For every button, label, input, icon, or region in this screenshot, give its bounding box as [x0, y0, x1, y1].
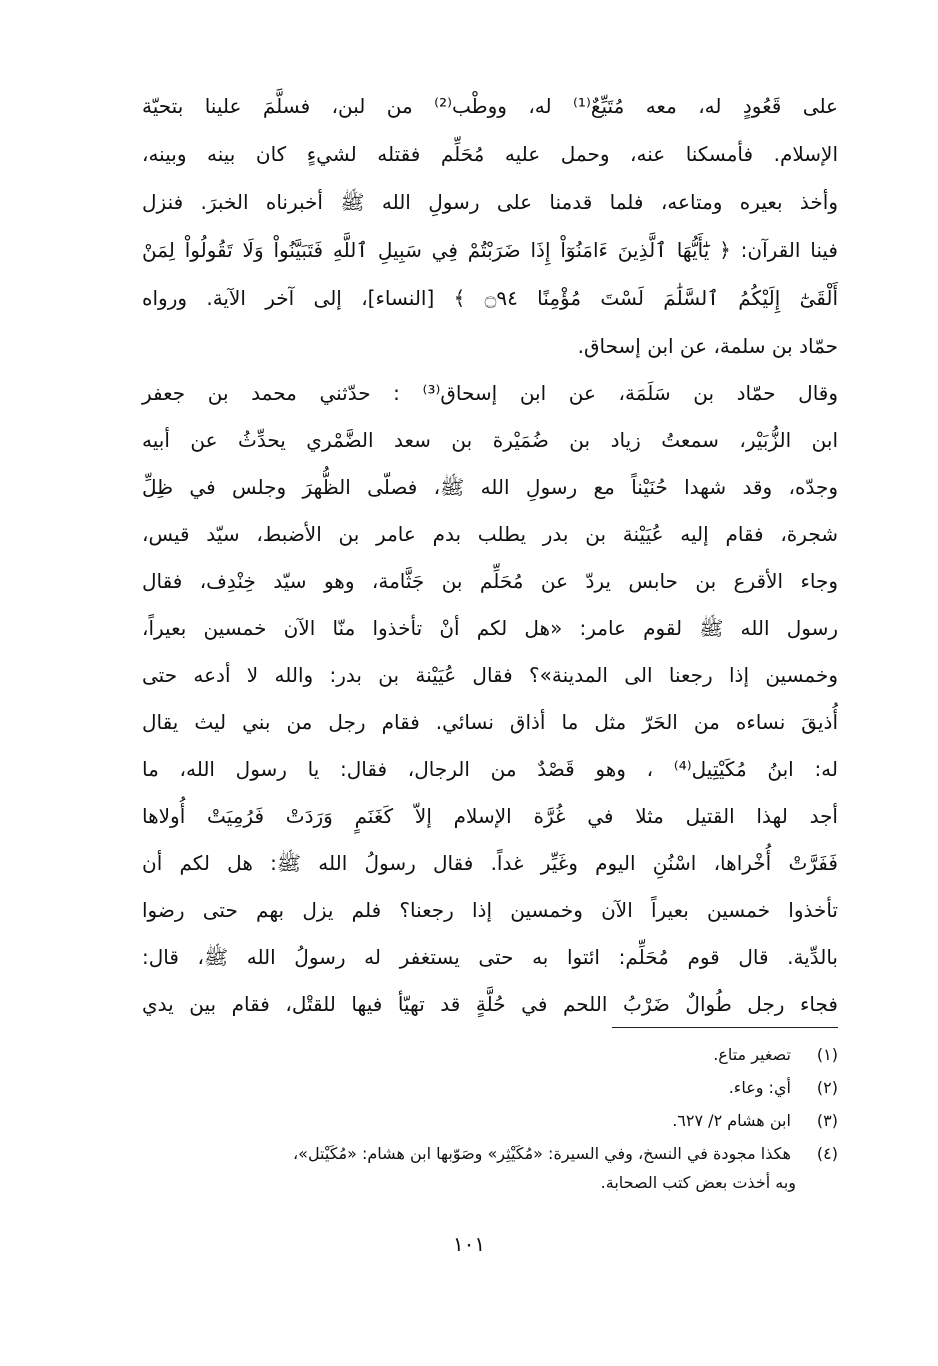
text-line: أُذيقَ نساءه من الحَرّ مثل ما أذاق نسائي. فقام رجل من بني ليث يقال	[142, 710, 838, 734]
text-line: رسول الله ﷺ لقوم عامر: «هل لكم أنْ تأخذوا منّا الآن خمسين بعيراً،	[142, 616, 838, 640]
text-line: تأخذوا خمسين بعيراً الآن وخمسين إذا رجعنا؟ فلم يزل بهم حتى رضوا	[142, 898, 838, 922]
text-line: حمّاد بن سلمة، عن ابن إسحاق.	[577, 334, 838, 358]
footnote-number: (٣)	[816, 1111, 838, 1130]
quran-verse-line: أَلْقَىٰٓ إِلَيْكُمُ ٱلسَّلَٰمَ لَسْتَ مُؤْمِنًا ۝٩٤ ﴾ [النساء]، إلى آخر الآية. ورواه	[142, 286, 839, 310]
text-line: أجد لهذا القتيل مثلا في غُرَّة الإسلام إلاّ كَغَنَمٍ وَرَدَتْ فَرُمِيَتْ أُولاها	[142, 804, 838, 828]
text-line: وأخذ بعيره ومتاعه، فلما قدمنا على رسولِ الله ﷺ أخبرناه الخبرَ. فنزل	[142, 190, 838, 214]
text-line: وقال حمّاد بن سَلَمَة، عن ابن إسحاق⁽³⁾ : حدّثني محمد بن جعفر	[142, 381, 839, 405]
text-line: ابن الزُّبَيْر، سمعتُ زياد بن ضُمَيْرة بن سعد الضَّمْري يحدِّثُ عن أبيه	[142, 428, 838, 452]
text-line: له: ابنُ مُكَيْتِيل⁽⁴⁾ ، وهو قَصْدٌ من الرجال، فقال: يا رسول الله، ما	[142, 757, 838, 781]
text-line: على قَعُودٍ له، معه مُتَيِّعٌ⁽¹⁾ له، ووطْب⁽²⁾ من لبن، فسلَّمَ علينا بتحيّة	[142, 94, 838, 118]
footnote-text: أي: وعاء.	[728, 1078, 791, 1097]
footnote-text: ابن هشام ٢/ ٦٢٧.	[672, 1111, 791, 1130]
footnote-number: (٢)	[816, 1078, 838, 1097]
text-line: وجاء الأقرع بن حابس يردّ عن مُحَلِّم بن جَثَّامة، وهو سيّد خِنْدِف، فقال	[142, 569, 838, 593]
page-number: ١٠١	[452, 1232, 486, 1256]
footnote-4-continuation: وبه أخذت بعض كتب الصحابة.	[600, 1173, 796, 1192]
footnote-2	[142, 1073, 838, 1103]
footnote-3	[142, 1106, 838, 1136]
text-line: شجرة، فقام إليه عُيَيْنة بن بدر يطلب بدم عامر بن الأضبط، سيّد قيس،	[142, 522, 838, 546]
text-line: وجدّه، وقد شهدا حُنَيْناً مع رسولِ الله ﷺ، فصلّى الظُّهرَ وجلس في ظِلِّ	[142, 475, 838, 499]
text-line: فَفَرَّتْ أُخْراها، اسْنُنِ اليوم وغَيِّر غداً. فقال رسولُ الله ﷺ: هل لكم أن	[142, 851, 838, 875]
footnote-number: (١)	[816, 1045, 838, 1064]
footnote-4	[142, 1139, 838, 1169]
quran-verse-line: فينا القرآن: ﴿ يَٰٓأَيُّهَا ٱلَّذِينَ ءَامَنُوٓاْ إِذَا ضَرَبْتُمْ فِي سَبِيلِ ٱللَّهِ فَتَبَيَّنُواْ وَلَا تَقُولُواْ لِمَنْ	[142, 238, 838, 262]
text-line: وخمسين إذا رجعنا الى المدينة»؟ فقال عُيَيْنة بن بدر: والله لا أدعه حتى	[142, 663, 838, 687]
text-line: فجاء رجل طُوالٌ ضَرْبُ اللحم في حُلَّةٍ قد تهيّأ فيها للقتْل، فقام بين يدي	[142, 992, 838, 1016]
footnote-divider	[612, 1027, 838, 1028]
footnote-number: (٤)	[816, 1144, 838, 1163]
text-line: بالدِّية. قال قوم مُحَلِّم: ائتوا به حتى يستغفر له رسولُ الله ﷺ، قال:	[142, 945, 838, 969]
footnote-1	[142, 1040, 838, 1070]
footnote-text: هكذا مجودة في النسخ، وفي السيرة: «مُكَيْثِر» وصَوّبها ابن هشام: «مُكَيْتل»،	[292, 1144, 791, 1163]
footnote-text: تصغير متاع.	[713, 1045, 791, 1064]
text-line: الإسلام. فأمسكنا عنه، وحمل عليه مُحَلِّم فقتله لشيءٍ كان بينه وبينه،	[142, 142, 838, 166]
